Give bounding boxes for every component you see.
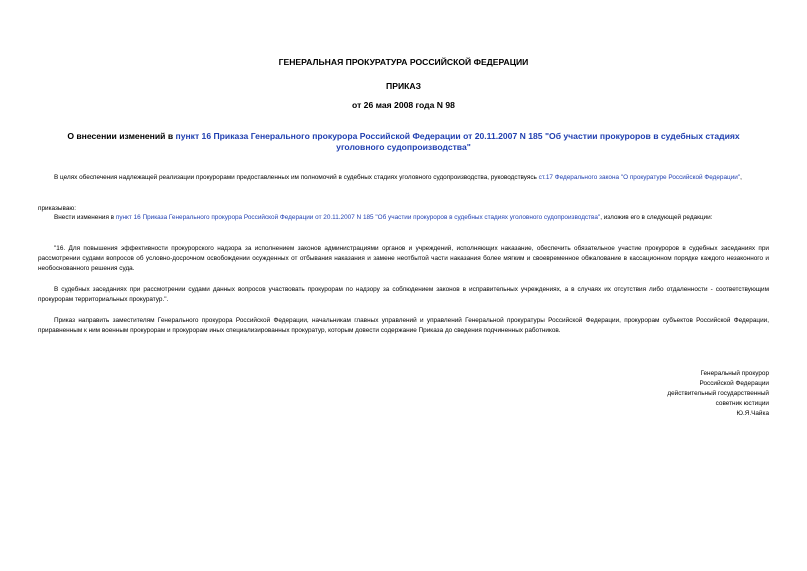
title-prefix: О внесении изменений в xyxy=(67,131,176,141)
signature-rank-2: советник юстиции xyxy=(715,400,769,407)
title-order-link[interactable]: пункт 16 Приказа Генерального прокурора Российской Федерации от 20.11.2007 N 185 "Об участии прокуроров в судебных стадиях уголовного судопроизводства" xyxy=(175,131,740,152)
amended-order-link[interactable]: пункт 16 Приказа Генерального прокурора Российской Федерации от 20.11.2007 N 185 "Об участии прокуроров в судебных стадиях уголовного судопроизводства" xyxy=(115,214,601,221)
preamble-text: В целях обеспечения надлежащей реализации прокурорами предоставленных им полномочий в судебных стадиях уголовного судопроизводства, руководствуясь xyxy=(54,174,539,181)
prosecution-law-link[interactable]: ст.17 Федерального закона "О прокуратуре Российской Федерации" xyxy=(538,174,741,181)
paragraph-order-word: приказываю: xyxy=(38,205,76,212)
document-type: ПРИКАЗ xyxy=(386,81,421,91)
amendment-end: , изложив его в следующей редакции: xyxy=(600,214,713,221)
document-date: от 26 мая 2008 года N 98 xyxy=(352,100,455,110)
paragraph-item-16: "16. Для повышения эффективности прокурорского надзора за исполнением законов администрациями органов и учреждений, исполняющих наказание, обеспечить обязательное участие прокуроров в судебных заседаниях при рассмотрении судами вопросов об условно-досрочном освобождении осужденных от отбывания наказания и замене неотбытой части наказания более мягким и своевременное обжалование в кассационном порядке каждого незаконного и необоснованного решения суда. xyxy=(38,245,769,272)
signature-name: Ю.Я.Чайка xyxy=(736,410,769,417)
signature-rank: действительный государственный xyxy=(667,390,769,397)
paragraph-court-sessions: В судебных заседаниях при рассмотрении судами данных вопросов участвовать прокурорам по надзору за соблюдением законов в исправительных учреждениях, а в случаях их отсутствия либо отдаленности - соответствующим прокурорам территориальных прокуратур.". xyxy=(38,286,769,303)
amendment-text: Внести изменения в xyxy=(54,214,116,221)
issuing-authority: ГЕНЕРАЛЬНАЯ ПРОКУРАТУРА РОССИЙСКОЙ ФЕДЕРАЦИИ xyxy=(278,57,529,67)
document-title xyxy=(60,131,747,153)
preamble-end: , xyxy=(740,174,742,181)
signature-title: Генеральный прокурор xyxy=(700,370,769,377)
signature-block xyxy=(667,369,769,419)
paragraph-amendment xyxy=(38,213,769,223)
signature-country: Российской Федерации xyxy=(699,380,769,387)
paragraph-distribution: Приказ направить заместителям Генерального прокурора Российской Федерации, начальникам главных управлений и управлений Генеральной прокуратуры Российской Федерации, прокурорам субъектов Российской Федерации, приравненным к ним военным прокурорам и прокурорам иных специализированных прокуратур, которым довести содержание Приказа до сведения подчиненных работников. xyxy=(38,317,769,334)
paragraph-preamble xyxy=(38,173,769,183)
